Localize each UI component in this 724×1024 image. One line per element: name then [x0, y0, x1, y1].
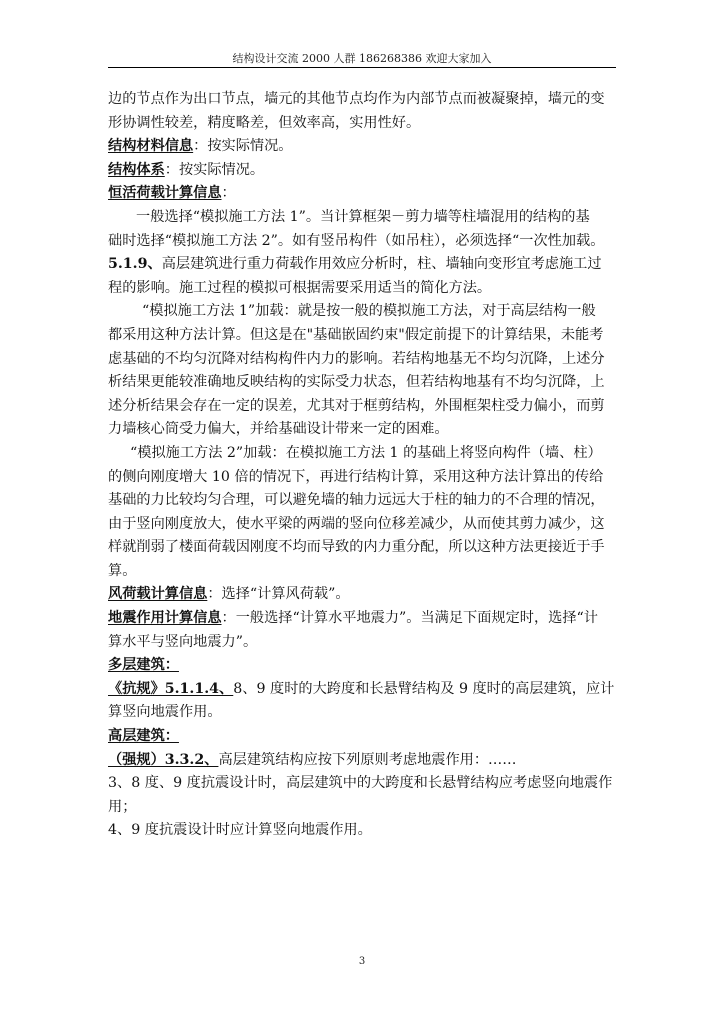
text-line: 力墙核心筒受力偏大，并给基础设计带来一定的困难。: [108, 421, 449, 438]
text-line: [108, 725, 618, 749]
text-line: 虑基础的不均匀沉降对结构构件内力的影响。若结构地基无不均匀沉降，上述分: [108, 350, 605, 367]
section-label-wind-load: 风荷载计算信息: [108, 586, 208, 603]
section-text: ：一般选择“计算水平地震力”。当满足下面规定时，选择“计: [221, 610, 598, 627]
text-line: [108, 583, 618, 607]
text-line: [108, 607, 618, 631]
section-label-multistory: 多层建筑：: [108, 657, 179, 674]
text-line: [108, 182, 618, 206]
text-line: 基础的力比较均匀合理，可以避免墙的轴力远远大于柱的轴力的不合理的情况，: [108, 492, 605, 509]
text-line: “模拟施工方法 1”加载：就是按一般的模拟施工方法，对于高层结构一般: [142, 303, 596, 320]
text-line: 算。: [108, 562, 137, 579]
document-body: [108, 88, 618, 843]
text-line: [108, 749, 618, 773]
page-header: 结构设计交流 2000 人群 186268386 欢迎大家加入: [232, 52, 492, 65]
section-text: 高层建筑结构应按下列原则考虑地震作用：……: [218, 751, 517, 768]
text-line: 4、9 度抗震设计时应计算竖向地震作用。: [108, 822, 372, 839]
section-text: 8、9 度时的大跨度和长悬臂结构及 9 度时的高层建筑，应计: [233, 680, 615, 697]
section-label-highrise: 高层建筑：: [108, 728, 179, 745]
text-line: 3、8 度、9 度抗震设计时，高层建筑中的大跨度和长悬臂结构应考虑竖向地震作: [108, 775, 613, 792]
text-line: 由于竖向刚度放大，使水平梁的两端的竖向位移差减少，从而使其剪力减少，这: [108, 515, 605, 532]
code-reference: （强规）3.3.2、: [108, 751, 219, 768]
text-line: 用；: [108, 798, 137, 815]
text-line: 都采用这种方法计算。但这是在"基础嵌固约束"假定前提下的计算结果，未能考: [108, 326, 604, 343]
section-label-dead-live-load: 恒活荷载计算信息: [108, 185, 222, 202]
code-reference: 5.1.9、: [108, 256, 162, 273]
text-line: 样就削弱了楼面荷载因刚度不均而导致的内力重分配，所以这种方法更接近于手: [108, 539, 605, 556]
section-text: ：按实际情况。: [164, 161, 265, 178]
text-line: 述分析结果会存在一定的误差，尤其对于框剪结构，外围框架柱受力偏小，而剪: [108, 397, 605, 414]
header-rule: [108, 67, 616, 68]
text-line: [108, 678, 618, 702]
text-line: 析结果更能较准确地反映结构的实际受力状态，但若结构地基有不均匀沉降，上: [108, 374, 605, 391]
text-line: [108, 159, 618, 183]
text-line: 一般选择“模拟施工方法 1”。当计算框架－剪力墙等柱墙混用的结构的基: [136, 208, 590, 225]
text-line: 形协调性较差，精度略差，但效率高，实用性好。: [108, 114, 421, 131]
text-line: 的侧向刚度增大 10 倍的情况下，再进行结构计算，采用这种方法计算出的传给: [108, 468, 604, 485]
section-label-structure-system: 结构体系: [108, 161, 165, 178]
section-label-seismic: 地震作用计算信息: [108, 610, 222, 627]
text-line: 算竖向地震作用。: [108, 704, 222, 721]
text-line: 边的节点作为出口节点，墙元的其他节点均作为内部节点而被凝聚掉，墙元的变: [108, 91, 605, 107]
code-reference: 《抗规》5.1.1.4、: [108, 680, 234, 697]
text-line: 础时选择“模拟施工方法 2”。如有竖吊构件（如吊柱），必须选择“一次性加载。: [108, 232, 605, 249]
page-number: 3: [358, 956, 366, 967]
text-line: 程的影响。施工过程的模拟可根据需要采用适当的简化方法。: [108, 279, 492, 296]
section-text: ：: [221, 185, 236, 202]
section-text: ：按实际情况。: [193, 138, 293, 155]
section-text: 高层建筑进行重力荷载作用效应分析时，柱、墙轴向变形宜考虑施工过: [161, 256, 602, 273]
text-line: [108, 654, 618, 678]
text-line: [108, 253, 618, 277]
section-text: ：选择“计算风荷载”。: [207, 586, 350, 603]
section-label-materials: 结构材料信息: [108, 138, 194, 155]
text-line: “模拟施工方法 2”加载：在模拟施工方法 1 的基础上将竖向构件（墙、柱）: [130, 444, 602, 461]
text-line: 算水平与竖向地震力”。: [108, 633, 258, 650]
text-line: [108, 135, 618, 159]
